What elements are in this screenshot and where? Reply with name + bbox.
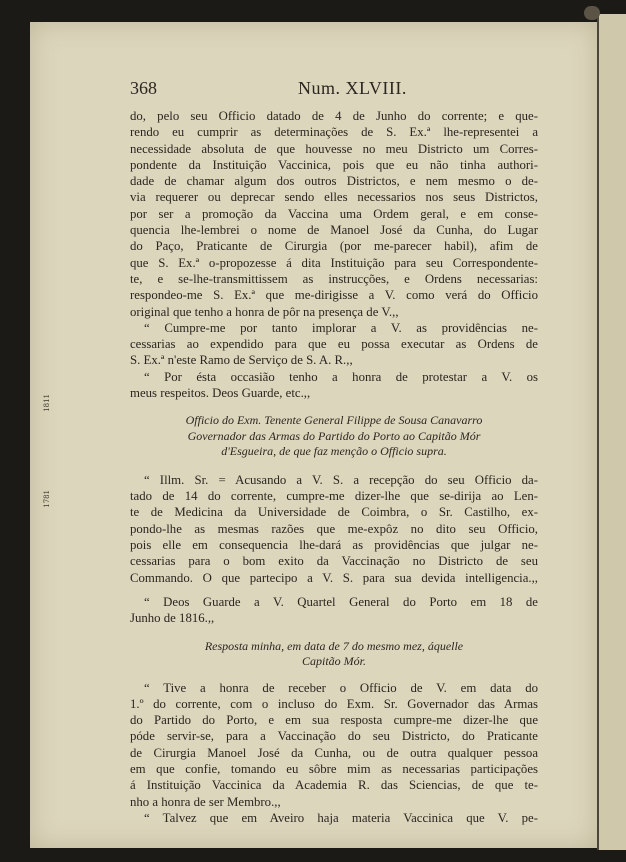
text-line: pondo-lhe as mesmas razões que me-expôz no dito seu Officio, <box>130 521 538 536</box>
heading-line: d'Esgueira, de que faz menção o Officio supra. <box>221 444 447 459</box>
text-line: do, pelo seu Officio datado de 4 de Junho do corrente; e que- <box>130 109 538 123</box>
text-line: “ Deos Guarde a V. Quartel General do Porto em 18 de <box>144 594 538 609</box>
text-line: respondeo-me S. Ex.ª que me-dirigisse a V. como verá do Officio <box>130 288 538 303</box>
text-line: S. Ex.ª n'este Ramo de Serviço de S. A. R.,, <box>130 353 353 368</box>
section-heading-officio <box>130 413 538 460</box>
text-line: em que confie, tomando eu sôbre mim as necessarias participações <box>130 762 538 776</box>
text-line: “ Por ésta occasião tenho a honra de protestar a V. os <box>144 369 538 384</box>
margin-mark-lower: 1781 <box>43 490 51 508</box>
text-line: “ Cumpre-me por tanto implorar a V. as providências ne- <box>144 320 538 335</box>
text-line: Junho de 1816.,, <box>130 611 215 626</box>
text-line: á Instituição Vaccinica da Academia R. das Sciencias, de que te- <box>130 778 538 793</box>
adjacent-page-edge <box>597 14 626 850</box>
text-line: póde servir-se, para a Vaccinação do seu Districto, do Praticante <box>130 729 538 744</box>
text-line: por ser a promoção da Vaccina uma Ordem geral, e em conse- <box>130 206 538 221</box>
section-heading-resposta <box>130 639 538 670</box>
heading-line: Officio do Exm. Tenente General Filippe de Sousa Canavarro <box>185 413 483 428</box>
text-line: do Paço, Praticante de Cirurgia (por me-parecer habil), afim de <box>130 239 538 254</box>
page-header <box>130 80 538 108</box>
text-line: meus respeitos. Deos Guarde, etc.,, <box>130 386 311 401</box>
running-head: Num. XLVIII. <box>298 78 407 98</box>
paragraph-3 <box>130 369 538 402</box>
heading-line: Resposta minha, em data de 7 do mesmo mez, áquelle <box>204 638 464 653</box>
heading-line: Governador das Armas do Partido do Porto ao Capitão Mór <box>187 428 481 443</box>
text-line: rendo eu cumprir as determinações de S. Ex.ª lhe-representei a <box>130 125 538 140</box>
text-line: de Cirurgia Manoel José da Cunha, ou de outra qualquer pessoa <box>130 745 538 760</box>
text-line: cessarias ao expendido para que eu possa executar as Ordens de <box>130 337 538 352</box>
text-line: “ Tive a honra de receber o Officio de V. em data do <box>144 680 538 695</box>
text-line: do Partido do Porto, e em sua resposta cumpre-me dizer-lhe que <box>130 713 538 728</box>
text-line: que S. Ex.ª o-propozesse á dita Instituição para seu Correspondente- <box>130 255 538 270</box>
paragraph-7 <box>130 810 538 826</box>
text-line: necessidade absoluta de que houvesse no meu Districto um Corres- <box>130 141 538 156</box>
text-line: “ Illm. Sr. = Acusando a V. S. a recepção do seu Officio da- <box>144 472 538 487</box>
text-line: 1.º do corrente, com o incluso do Exm. Sr. Governador das Armas <box>130 696 538 711</box>
text-line: te, e se-lhe-transmittissem as instrucções, e Ordens necessarias: <box>130 271 538 286</box>
text-line: dade de chamar algum dos outros Districtos, e nem mesmo o de- <box>130 174 538 189</box>
page-number: 368 <box>130 78 157 98</box>
text-line: Commando. O que partecipo a V. S. para sua devida intelligencia.,, <box>130 570 538 585</box>
page-text <box>130 80 538 826</box>
text-line: via requerer ou deprecar sendo elles necessarios nos seus Districtos, <box>130 190 538 205</box>
margin-mark-upper: 1811 <box>43 394 51 412</box>
text-line: pois elle em consequencia lhe-dará as providências que julgar ne- <box>130 538 538 553</box>
text-line: quencia lhe-lembrei o nome de Manoel José da Cunha, do Lugar <box>130 223 538 238</box>
paragraph-6 <box>130 680 538 810</box>
text-line: te de Medicina da Universidade de Coimbra, o Sr. Castilho, ex- <box>130 505 538 520</box>
paragraph-4 <box>130 472 538 586</box>
paragraph-2 <box>130 320 538 369</box>
text-line: tado de 14 do corrente, cumpre-me dizer-lhe que se-dirija ao Len- <box>130 489 538 504</box>
text-line: nho a honra de ser Membro.,, <box>130 794 281 809</box>
text-line: original que tenho a honra de pôr na presença de V.,, <box>130 304 399 319</box>
paragraph-1 <box>130 108 538 320</box>
text-line: cessarias para o bom exito da Vaccinação no Districto de seu <box>130 554 538 569</box>
text-line: pondente da Instituição Vaccinica, pois que eu não tinha authori- <box>130 157 538 172</box>
binding-tab <box>584 6 600 20</box>
paragraph-5 <box>130 594 538 627</box>
text-line: “ Talvez que em Aveiro haja materia Vaccinica que V. pe- <box>144 810 538 825</box>
heading-line: Capitão Mór. <box>301 654 366 669</box>
